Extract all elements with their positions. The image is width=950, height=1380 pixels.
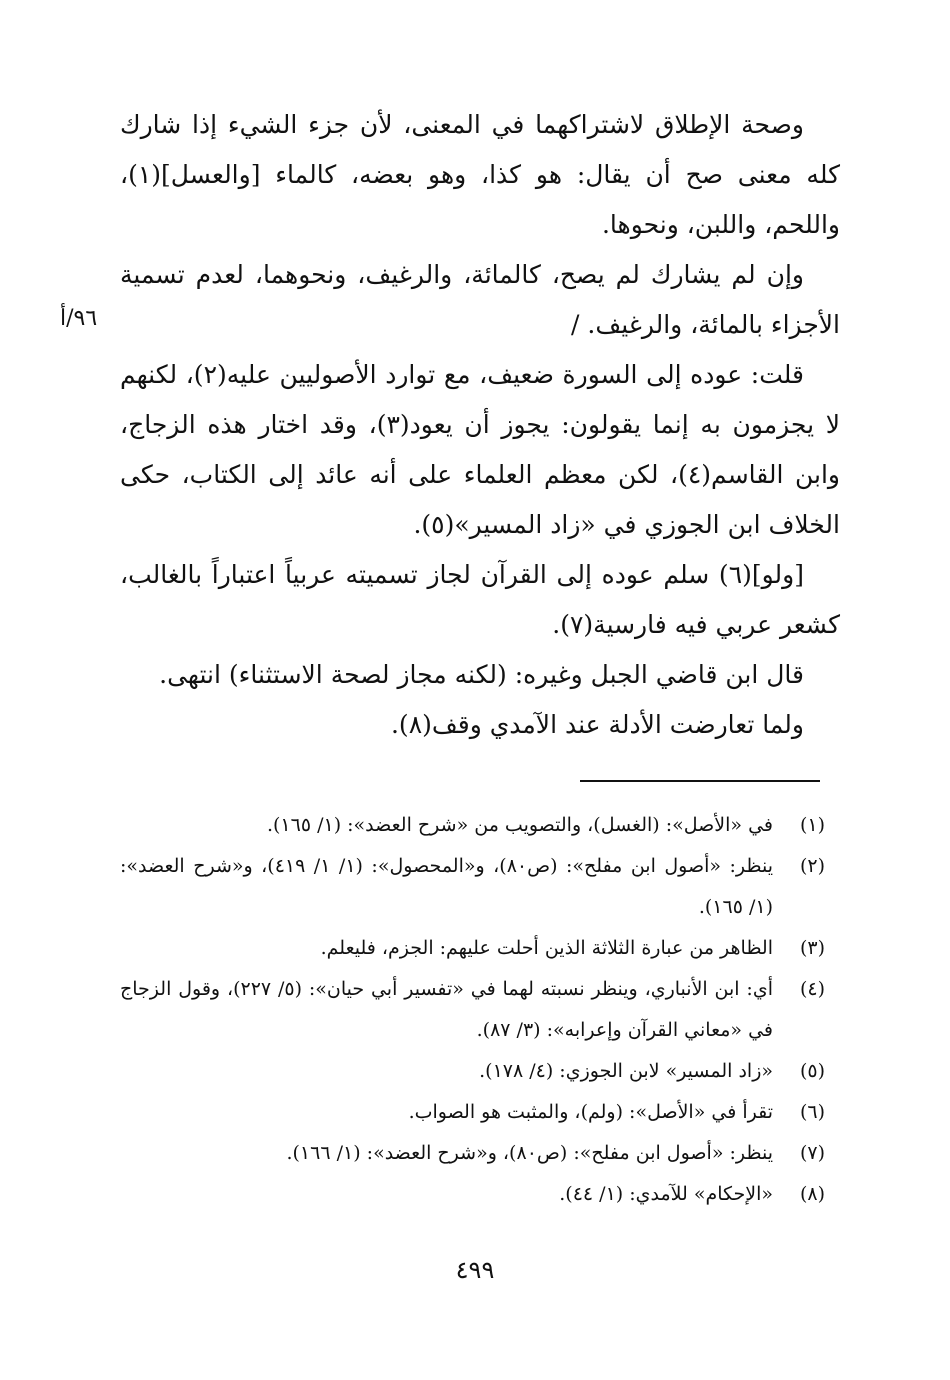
footnote-text: «زاد المسير» لابن الجوزي: (٤/ ١٧٨). bbox=[479, 1060, 773, 1082]
footnotes bbox=[120, 805, 825, 1215]
footnote-5 bbox=[120, 1051, 825, 1092]
footnote-8 bbox=[120, 1174, 825, 1215]
footnote-text: ينظر: «أصول ابن مفلح»: (ص٨٠)، و«شرح العضد»: (١/ ١٦٦). bbox=[286, 1142, 773, 1164]
footnote-separator bbox=[580, 780, 820, 782]
footnote-text: «الإحكام» للآمدي: (١/ ٤٤). bbox=[559, 1183, 773, 1205]
footnote-text: ينظر: «أصول ابن مفلح»: (ص٨٠)، و«المحصول»: (١/ ١/ ٤١٩)، و«شرح العضد»: (١/ ١٦٥). bbox=[120, 855, 773, 918]
footnote-number: (٢) bbox=[799, 855, 825, 877]
footnote-4 bbox=[120, 969, 825, 1051]
manuscript-folio-marker: ٩٦/أ bbox=[60, 306, 98, 331]
paragraph-1: وصحة الإطلاق لاشتراكهما في المعنى، لأن جزء الشيء إذا شارك كله معنى صح أن يقال: هو كذا، وهو بعضه، كالماء [والعسل](١)، واللحم، واللبن، ونحوها. bbox=[120, 110, 840, 239]
footnote-2 bbox=[120, 846, 825, 928]
footnote-3 bbox=[120, 928, 825, 969]
page-number: ٤٩٩ bbox=[455, 1256, 495, 1284]
footnote-number: (٥) bbox=[799, 1060, 825, 1082]
footnote-text: في «الأصل»: (الغسل)، والتصويب من «شرح العضد»: (١/ ١٦٥). bbox=[266, 814, 773, 836]
footnote-number: (٤) bbox=[799, 978, 825, 1000]
footnote-number: (٨) bbox=[799, 1183, 825, 1205]
paragraph-5: قال ابن قاضي الجبل وغيره: (لكنه مجاز لصحة الاستثناء) انتهى. bbox=[159, 660, 804, 689]
footnote-text: الظاهر من عبارة الثلاثة الذين أحلت عليهم: الجزم، فليعلم. bbox=[320, 937, 773, 959]
footnote-6 bbox=[120, 1092, 825, 1133]
footnote-number: (١) bbox=[799, 814, 825, 836]
paragraph-2: وإن لم يشارك لم يصح، كالمائة، والرغيف، ونحوهما، لعدم تسمية الأجزاء بالمائة، والرغيف. / bbox=[120, 260, 840, 339]
footnote-number: (٦) bbox=[799, 1101, 825, 1123]
footnote-number: (٣) bbox=[799, 937, 825, 959]
footnote-text: أي: ابن الأنباري، وينظر نسبته لهما في «تفسير أبي حيان»: (٥/ ٢٢٧)، وقول الزجاج في «معاني القرآن وإعرابه»: (٣/ ٨٧). bbox=[120, 978, 773, 1041]
main-text bbox=[120, 100, 840, 750]
paragraph-3: قلت: عوده إلى السورة ضعيف، مع توارد الأصوليين عليه(٢)، لكنهم لا يجزمون به إنما يقولون: يجوز أن يعود(٣)، وقد اختار هذه الزجاج، وابن القاسم(٤)، لكن معظم العلماء على أنه عائد إلى الكتاب، حكى الخلاف ابن الجوزي في «زاد المسير»(٥). bbox=[120, 360, 840, 539]
footnote-1 bbox=[120, 805, 825, 846]
paragraph-6: ولما تعارضت الأدلة عند الآمدي وقف(٨). bbox=[390, 710, 804, 739]
paragraph-4: [ولو](٦) سلم عوده إلى القرآن لجاز تسميته عربياً اعتباراً بالغالب، كشعر عربي فيه فارسية(٧). bbox=[120, 560, 840, 639]
footnote-number: (٧) bbox=[799, 1142, 825, 1164]
footnote-7 bbox=[120, 1133, 825, 1174]
footnote-text: تقرأ في «الأصل»: (ولم)، والمثبت هو الصواب. bbox=[408, 1101, 773, 1123]
